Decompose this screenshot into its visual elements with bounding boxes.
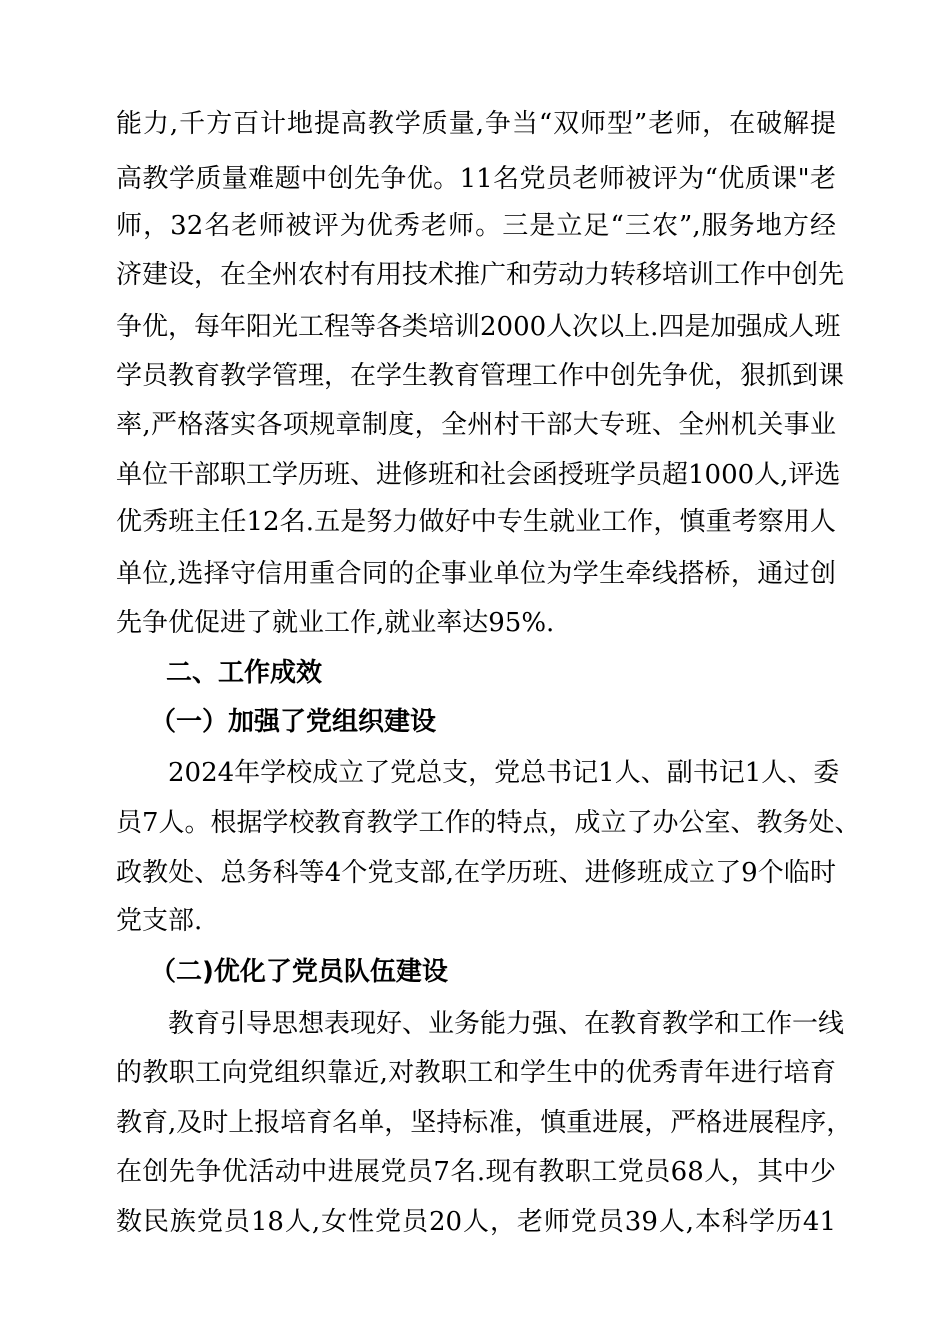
paragraph-line: 教育引导思想表现好、业务能力强、在教育教学和工作一线 bbox=[168, 1009, 845, 1039]
paragraph-line: 学员教育教学管理，在学生教育管理工作中创先争优，狠抓到课 bbox=[116, 361, 845, 391]
paragraph-line: 高教学质量难题中创先争优。11名党员老师被评为“优质课"老 bbox=[116, 164, 836, 194]
paragraph-line: 争优，每年阳光工程等各类培训2000人次以上.四是加强成人班 bbox=[116, 312, 841, 342]
paragraph-line: 师，32名老师被评为优秀老师。三是立足“三农”,服务地方经 bbox=[116, 211, 836, 241]
paragraph-line: 单位干部职工学历班、进修班和社会函授班学员超1000人,评选 bbox=[116, 460, 841, 490]
paragraph-line: 党支部. bbox=[116, 906, 203, 936]
paragraph-line: 先争优促进了就业工作,就业率达95%. bbox=[116, 608, 555, 638]
paragraph-line: 2024年学校成立了党总支，党总书记1人、副书记1人、委 bbox=[168, 758, 840, 788]
paragraph-line: 单位,选择守信用重合同的企事业单位为学生牵线搭桥，通过创 bbox=[116, 559, 836, 589]
subheading: （二)优化了党员队伍建设 bbox=[150, 957, 448, 987]
paragraph-line: 数民族党员18人,女性党员20人，老师党员39人,本科学历41 bbox=[116, 1207, 836, 1237]
paragraph-line: 优秀班主任12名.五是努力做好中专生就业工作，慎重考察用人 bbox=[116, 507, 836, 537]
paragraph-line: 政教处、总务科等4个党支部,在学历班、进修班成立了9个临时 bbox=[116, 858, 836, 888]
section-heading: 二、工作成效 bbox=[166, 658, 323, 688]
paragraph-line: 员7人。根据学校教育教学工作的特点，成立了办公室、教务处、 bbox=[116, 808, 861, 838]
paragraph-line: 在创先争优活动中进展党员7名.现有教职工党员68人，其中少 bbox=[116, 1157, 836, 1187]
paragraph-line: 率,严格落实各项规章制度，全州村干部大专班、全州机关事业 bbox=[116, 410, 836, 440]
paragraph-line: 教育,及时上报培育名单，坚持标准，慎重进展，严格进展程序， bbox=[116, 1108, 853, 1138]
paragraph-line: 济建设，在全州农村有用技术推广和劳动力转移培训工作中创先 bbox=[116, 260, 845, 290]
paragraph-line: 能力,千方百计地提高教学质量,争当“双师型”老师，在破解提 bbox=[116, 109, 836, 139]
subheading: （一）加强了党组织建设 bbox=[150, 707, 437, 737]
paragraph-line: 的教职工向党组织靠近,对教职工和学生中的优秀青年进行培育 bbox=[116, 1058, 836, 1088]
